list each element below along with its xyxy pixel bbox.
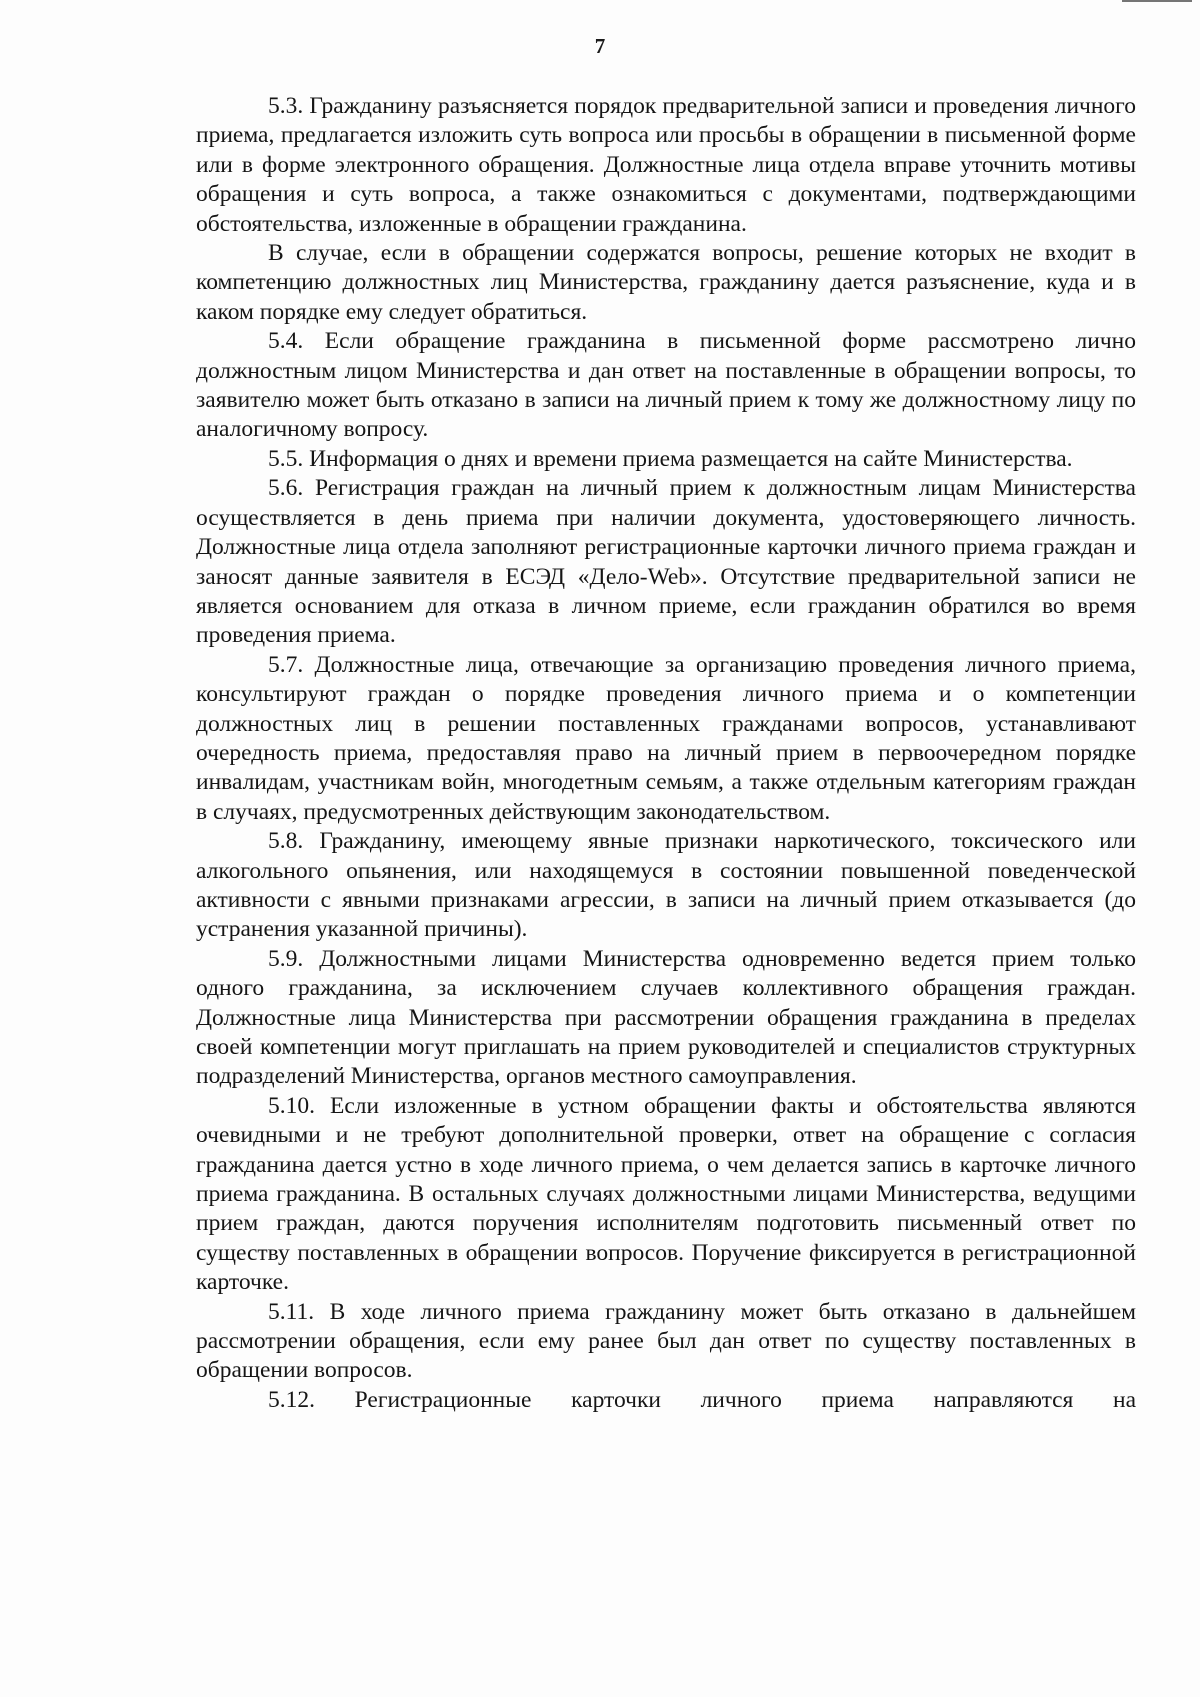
scan-edge-mark: [1122, 0, 1192, 2]
paragraph-5-9: 5.9. Должностными лицами Министерства одновременно ведется прием только одного гражданина, за исключением случаев коллективного обращения граждан. Должностные лица Министерства при рассмотрении обращения гражданина в пределах своей компетенции могут приглашать на прием руководителей и специалистов структурных подразделений Министерства, органов местного самоуправления.: [196, 945, 1136, 1090]
paragraph-5-4: 5.4. Если обращение гражданина в письменной форме рассмотрено лично должностным лицом Министерства и дан ответ на поставленные в обращении вопросы, то заявителю может быть отказано в записи на личный прием к тому же должностному лицу по аналогичному вопросу.: [196, 328, 1136, 443]
paragraph-5-12: 5.12. Регистрационные карточки личного приема направляются на: [268, 1386, 1136, 1413]
paragraph-5-3: 5.3. Гражданину разъясняется порядок предварительной записи и проведения личного приема, предлагается изложить суть вопроса или просьбы в обращении в письменной форме или в форме электронного обращения. Должностные лица отдела вправе уточнить мотивы обращения и суть вопроса, а также ознакомиться с документами, подтверждающими обстоятельства, изложенные в обращении гражданина.: [196, 93, 1136, 237]
paragraph-5-6: 5.6. Регистрация граждан на личный прием к должностным лицам Министерства осуществляется в день приема при наличии документа, удостоверяющего личность. Должностные лица отдела заполняют регистрационные карточки личного приема граждан и заносят данные заявителя в ЕСЭД «Дело-Web». Отсутствие предварительной записи не является основанием для отказа в личном приеме, если гражданин обратился во время проведения приема.: [196, 475, 1136, 649]
paragraph-5-3-continued: В случае, если в обращении содержатся вопросы, решение которых не входит в компетенцию должностных лиц Министерства, гражданину дается разъяснение, куда и в каком порядке ему следует обратиться.: [196, 240, 1136, 325]
paragraph-5-10: 5.10. Если изложенные в устном обращении факты и обстоятельства являются очевидными и не требуют дополнительной проверки, ответ на обращение с согласия гражданина дается устно в ходе личного приема, о чем делается запись в карточке личного приема гражданина. В остальных случаях должностными лицами Министерства, ведущими прием граждан, даются поручения исполнителям подготовить письменный ответ по существу поставленных в обращении вопросов. Поручение фиксируется в регистрационной карточке.: [196, 1092, 1136, 1296]
paragraph-5-11: 5.11. В ходе личного приема гражданину может быть отказано в дальнейшем рассмотрении обращения, если ему ранее был дан ответ по существу поставленных в обращении вопросов.: [196, 1298, 1136, 1384]
paragraph-5-7: 5.7. Должностные лица, отвечающие за организацию проведения личного приема, консультируют граждан о порядке проведения личного приема и о компетенции должностных лиц в решении поставленных гражданами вопросов, устанавливают очередность приема, предоставляя право на личный прием в первоочередном порядке инвалидам, участникам войн, многодетным семьям, а также отдельным категориям граждан в случаях, предусмотренных действующим законодательством.: [196, 651, 1136, 825]
document-body: [196, 92, 1136, 1415]
paragraph-5-5: 5.5. Информация о днях и времени приема размещается на сайте Министерства.: [268, 445, 1073, 472]
paragraph-5-8: 5.8. Гражданину, имеющему явные признаки наркотического, токсического или алкогольного опьянения, или находящемуся в состоянии повышенной поведенческой активности с явными признаками агрессии, в записи на личный прием отказывается (до устранения указанной причины).: [196, 828, 1136, 943]
page-number: 7: [594, 34, 606, 58]
